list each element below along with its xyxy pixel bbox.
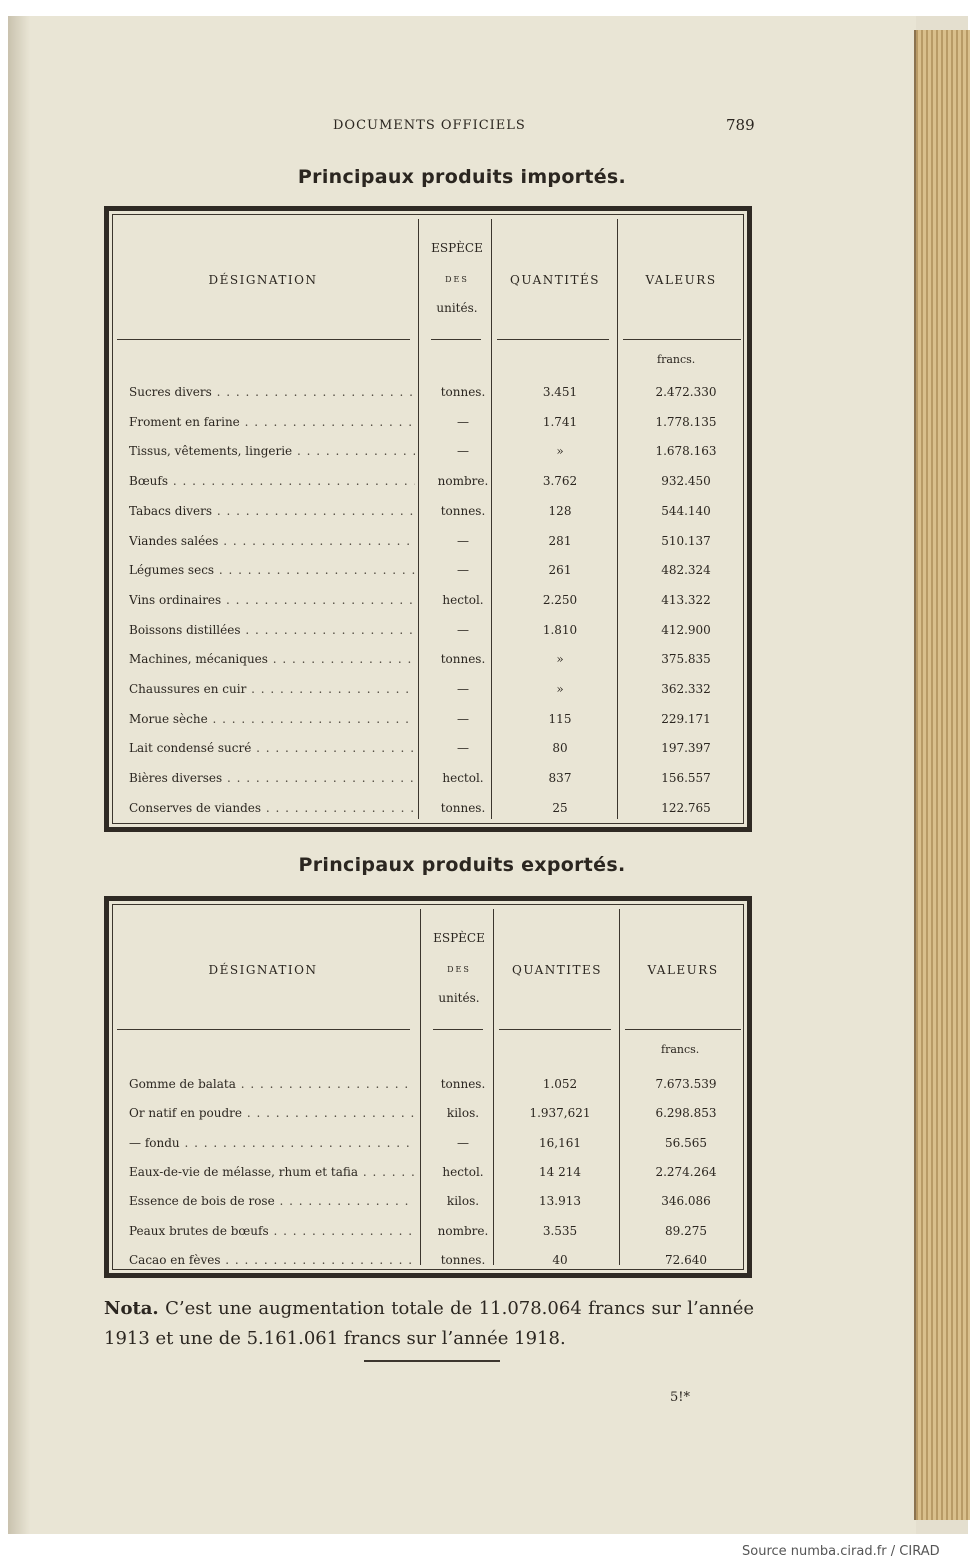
designation-cell: Eaux-de-vie de mélasse, rhum et tafia . . . — [129, 1165, 415, 1179]
value-cell: 932.450 — [661, 474, 711, 489]
unit-cell: tonnes. — [440, 385, 486, 399]
table-row — [113, 682, 743, 702]
value-cell: 362.332 — [661, 682, 711, 696]
quantity-cell: 128 — [548, 503, 572, 518]
unit-cell: — — [457, 1135, 469, 1150]
imports-title: Principaux produits importés. — [297, 166, 627, 188]
table-row — [113, 1194, 743, 1214]
unit-cell: kilos. — [446, 1194, 480, 1209]
unit-cell: hectol. — [442, 771, 484, 786]
designation-cell: Lait condensé sucré . . . — [129, 741, 415, 755]
table-row — [113, 474, 743, 494]
designation-cell: Sucres divers . . . — [129, 385, 415, 399]
designation-cell: Froment en farine . . . — [129, 415, 415, 429]
value-cell: 544.140 — [661, 503, 711, 518]
closing-rule — [364, 1360, 500, 1362]
nota-text: C’est une augmentation totale de 11.078.064 francs sur l’année 1913 et une de 5.161.061 francs sur l’année 1918. — [104, 1298, 754, 1349]
value-cell: 2.472.330 — [655, 385, 717, 399]
value-cell: 197.397 — [661, 741, 711, 756]
designation-cell: Or natif en poudre . . . — [129, 1106, 415, 1120]
designation-header: DÉSIGNATION — [208, 273, 318, 287]
source-credit: Source numba.cirad.fr / CIRAD — [742, 1544, 940, 1559]
quantity-cell: 3.535 — [542, 1223, 578, 1238]
designation-cell: Bœufs . . . — [129, 474, 415, 488]
value-cell: 122.765 — [661, 800, 711, 815]
table-row — [113, 1224, 743, 1244]
designation-cell: Tissus, vêtements, lingerie . . . — [129, 444, 415, 458]
quantity-cell: 16,161 — [539, 1135, 581, 1150]
unit-cell: tonnes. — [440, 800, 486, 815]
running-title: DOCUMENTS OFFICIELS — [333, 118, 526, 133]
table-row — [113, 1106, 743, 1126]
quantity-cell: 837 — [548, 771, 572, 786]
table-row — [113, 444, 743, 464]
quantity-cell: 3.762 — [542, 474, 578, 489]
table-row — [113, 1077, 743, 1097]
table-row — [113, 623, 743, 643]
unit-cell: hectol. — [442, 592, 484, 607]
table-row — [113, 504, 743, 524]
quantity-cell: » — [556, 444, 564, 459]
value-cell: 482.324 — [661, 563, 711, 578]
designation-cell: Légumes secs . . . — [129, 563, 415, 577]
table-row — [113, 563, 743, 583]
des-header: DES — [445, 275, 469, 284]
designation-cell: Viandes salées . . . — [129, 534, 415, 548]
designation-cell: Morue sèche . . . — [129, 712, 415, 726]
designation-header: DÉSIGNATION — [208, 963, 318, 977]
designation-cell: — fondu . . . — [129, 1136, 415, 1150]
unit-cell: — — [457, 741, 469, 756]
unit-cell: kilos. — [446, 1106, 480, 1121]
quantity-cell: 115 — [548, 711, 572, 726]
unites-header: unités. — [436, 301, 478, 315]
value-cell: 7.673.539 — [655, 1077, 717, 1091]
exports-table — [104, 896, 752, 1278]
table-row — [113, 652, 743, 672]
exports-title: Principaux produits exportés. — [298, 854, 626, 876]
designation-cell: Tabacs divers . . . — [129, 504, 415, 518]
exports-table-inner-border — [112, 904, 744, 1270]
value-cell: 72.640 — [665, 1252, 707, 1267]
value-cell: 2.274.264 — [655, 1164, 717, 1179]
signature-mark: 5!* — [670, 1390, 690, 1405]
designation-cell: Chaussures en cuir . . . — [129, 682, 415, 696]
unit-cell: — — [457, 711, 469, 726]
francs-label: francs. — [661, 1043, 700, 1056]
unit-cell: hectol. — [442, 1164, 484, 1179]
page-sheet — [8, 16, 916, 1534]
designation-cell: Peaux brutes de bœufs . . . — [129, 1224, 415, 1238]
imports-table — [104, 206, 752, 832]
page-number: 789 — [726, 116, 755, 134]
unites-header: unités. — [438, 991, 480, 1005]
designation-cell: Essence de bois de rose . . . — [129, 1194, 415, 1208]
nota-paragraph — [104, 1294, 754, 1354]
unit-cell: nombre. — [437, 474, 489, 489]
quantity-cell: » — [556, 652, 564, 667]
value-cell: 89.275 — [665, 1223, 707, 1238]
header-rule — [117, 339, 410, 340]
quantity-cell: 1.052 — [542, 1077, 578, 1091]
header-rule — [625, 1029, 741, 1030]
table-row — [113, 1136, 743, 1156]
value-cell: 1.678.163 — [655, 444, 717, 459]
book-page-edges — [914, 30, 970, 1520]
quantity-cell: 281 — [548, 533, 572, 548]
value-cell: 412.900 — [661, 622, 711, 637]
unit-cell: tonnes. — [440, 1077, 486, 1091]
quantity-cell: 261 — [548, 563, 572, 578]
header-rule — [117, 1029, 410, 1030]
quantity-cell: 1.741 — [542, 414, 578, 429]
header-rule — [497, 339, 609, 340]
value-cell: 346.086 — [661, 1194, 711, 1209]
quantity-cell: 1.937,621 — [529, 1106, 591, 1121]
value-cell: 1.778.135 — [655, 414, 717, 429]
value-cell: 510.137 — [661, 533, 711, 548]
table-row — [113, 712, 743, 732]
value-cell: 6.298.853 — [655, 1106, 717, 1121]
quantity-cell: 1.810 — [542, 622, 578, 637]
unit-cell: — — [457, 444, 469, 459]
unit-cell: — — [457, 533, 469, 548]
table-row — [113, 1165, 743, 1185]
header-rule — [433, 1029, 483, 1030]
designation-cell: Boissons distillées . . . — [129, 623, 415, 637]
espece-header: ESPÈCE — [431, 241, 483, 255]
imports-table-inner-border — [112, 214, 744, 824]
quantity-cell: 40 — [552, 1252, 568, 1267]
quantity-cell: 3.451 — [542, 385, 578, 399]
unit-cell: tonnes. — [440, 503, 486, 518]
value-cell: 229.171 — [661, 711, 711, 726]
espece-header: ESPÈCE — [433, 931, 485, 945]
valeurs-header: VALEURS — [645, 273, 717, 287]
table-row — [113, 801, 743, 821]
table-row — [113, 534, 743, 554]
francs-label: francs. — [657, 353, 696, 366]
unit-cell: — — [457, 414, 469, 429]
designation-cell: Gomme de balata . . . — [129, 1077, 415, 1091]
unit-cell: — — [457, 563, 469, 578]
value-cell: 56.565 — [665, 1135, 707, 1150]
unit-cell: tonnes. — [440, 1252, 486, 1267]
value-cell: 375.835 — [661, 652, 711, 667]
value-cell: 413.322 — [661, 592, 711, 607]
unit-cell: tonnes. — [440, 652, 486, 667]
quantity-cell: 14 214 — [539, 1164, 581, 1179]
designation-cell: Conserves de viandes . . . — [129, 801, 415, 815]
table-row — [113, 385, 743, 405]
designation-cell: Vins ordinaires . . . — [129, 593, 415, 607]
quantites-header: QUANTITÉS — [510, 273, 600, 287]
designation-cell: Machines, mécaniques . . . — [129, 652, 415, 666]
quantity-cell: » — [556, 682, 564, 696]
scanned-page — [8, 16, 968, 1534]
quantites-header: QUANTITES — [512, 963, 602, 977]
header-rule — [623, 339, 741, 340]
table-row — [113, 741, 743, 761]
unit-cell: — — [457, 622, 469, 637]
quantity-cell: 25 — [552, 800, 568, 815]
header-rule — [431, 339, 481, 340]
table-row — [113, 593, 743, 613]
value-cell: 156.557 — [661, 771, 711, 786]
unit-cell: — — [457, 682, 469, 696]
header-rule — [499, 1029, 611, 1030]
table-row — [113, 1253, 743, 1273]
unit-cell: nombre. — [437, 1223, 489, 1238]
des-header: DES — [447, 965, 471, 974]
nota-label: Nota. — [104, 1298, 159, 1319]
quantity-cell: 2.250 — [542, 592, 578, 607]
designation-cell: Bières diverses . . . — [129, 771, 415, 785]
table-row — [113, 415, 743, 435]
valeurs-header: VALEURS — [647, 963, 719, 977]
page-gutter — [8, 16, 30, 1534]
quantity-cell: 80 — [552, 741, 568, 756]
quantity-cell: 13.913 — [539, 1194, 581, 1209]
table-row — [113, 771, 743, 791]
designation-cell: Cacao en fèves . . . — [129, 1253, 415, 1267]
